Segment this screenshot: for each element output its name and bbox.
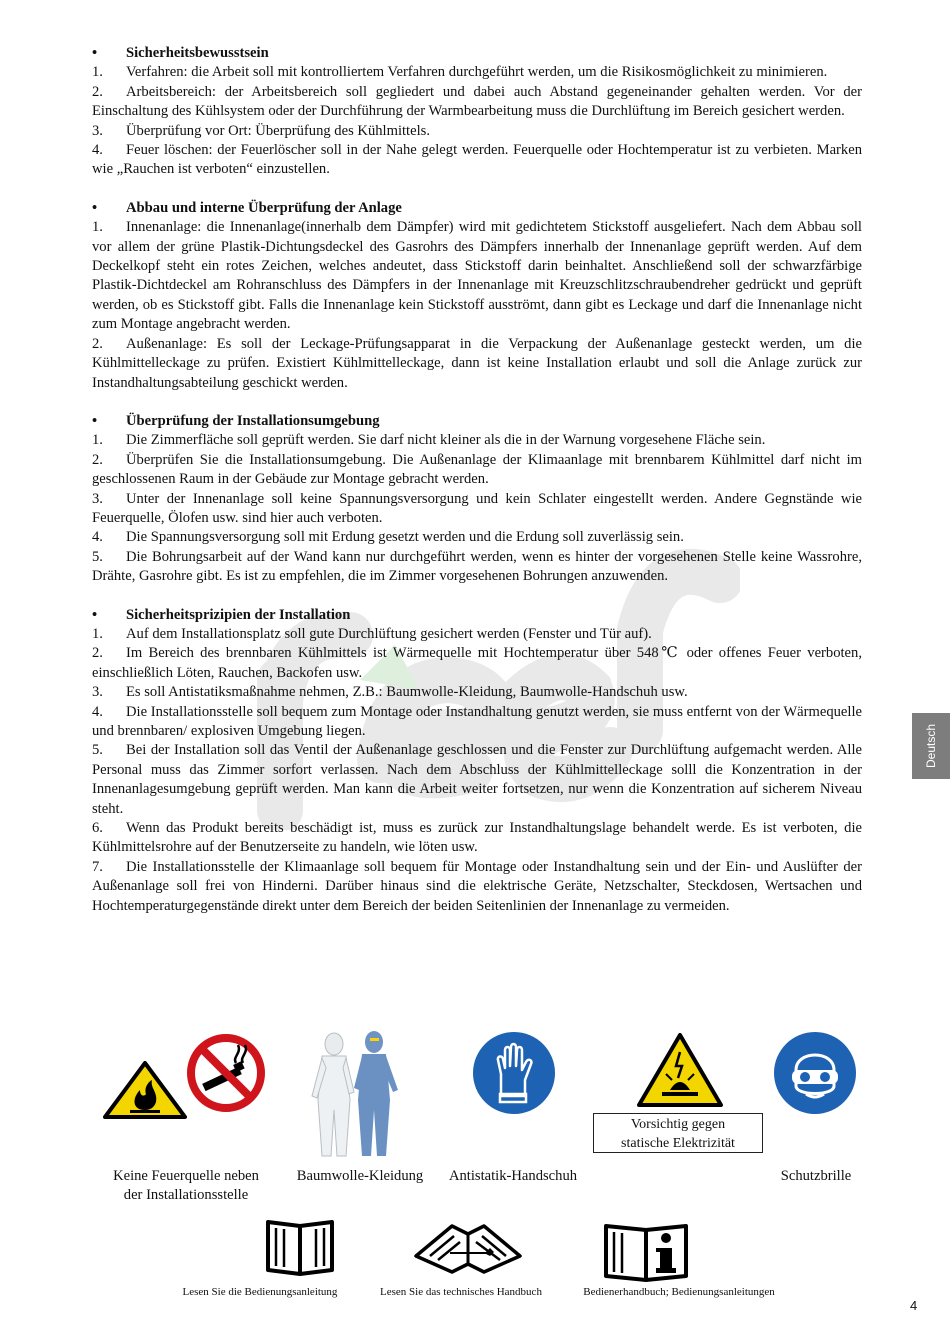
list-item: 2. Im Bereich des brennbaren Kühlmittels ist Wärmequelle mit Hochtemperatur über 548℃ oder offenes Feuer verboten, einschließlich Löten, Rauchen, Backofen usw. [92,645,862,681]
no-smoking-icon [186,1033,266,1113]
list-item: 1. Die Zimmerfläche soll geprüft werden. Sie darf nicht kleiner als die in der Warnung vorgesehene Fläche sein. [92,432,766,449]
list-item: 3. Überprüfung vor Ort: Überprüfung des Kühlmittels. [92,122,430,139]
list-item: 1. Innenanlage: die Innenanlage(innerhalb dem Dämpfer) wird mit gedichtetem Stickstoff ausgeliefert. Nach dem Abbau soll vor allem der grüne Plastik-Dichtungsdeckel des Gasrohrs des Dämpfers innerhalb der Innenanlage geprüft werden. Auf dem Deckelkopf steht ein rotes Zeichen, welches andeutet, dass Stickstoff darin beinhaltet. Anschließend soll der schwarzfärbige Plastik-Dichtdeckel am Rohranschluss des Dämpfers in der Innenanlage mit Kreuzschlitzschraubendreher gedrückt und geprüft werden, ob es Stickstoff gibt. Falls die Innenanlage kein Stickstoff ausströmt, dann gibt es Leckage und darf die Innenanlage nicht zum Montage angebracht werden. [92,219,862,333]
list-item: 7. Die Installationsstelle der Klimaanlage soll bequem für Montage oder Instandhaltung sein und der Ein- und Auslüfter der Außenanlage soll frei von Hinderni. Darüber hinaus sind die elektrische Geräte, Netzschalter, Steckdosen, Wertsachen und Hochtemperaturgegenstände direkt unter dem Bereich der beiden Seitenlinien der Innenanlage zu vermeiden. [92,858,862,914]
list-item: 4. Die Spannungsversorgung soll mit Erdung gesetzt werden und die Erdung soll zuverlässig sein. [92,529,684,546]
section-heading: • Sicherheitsbewusstsein [92,44,862,63]
antistatic-glove-icon [471,1030,557,1116]
list-item: 5. Die Bohrungsarbeit auf der Wand kann nur durchgeführt werden, wenn es hinter der vorgesehenen Stelle keine Wassrohre, Drähte, Gasrohre gibt. Es ist zu empfehlen, die im Zimmer vorgesehenen Bohrungen anzuwenden. [92,548,862,585]
static-electricity-caption: Vorsichtig gegen statische Elektrizität [593,1113,763,1153]
info-handbook-caption: Bedienerhandbuch; Bedienungsanleitungen [583,1286,775,1298]
read-manual-icon [264,1216,336,1278]
section-environment-check [92,412,862,587]
cotton-clothing-icon [306,1030,402,1160]
list-item: 3. Unter der Innenanlage soll keine Spannungsversorgung und kein Schlater eingestellt werden. Andere Gegnstände wie Feuerquelle, Ölofen usw. sind hier auch verboten. [92,490,862,526]
list-item: 1. Auf dem Installationsplatz soll gute Durchlüftung gesichert werden (Fenster und Tür auf). [92,625,652,642]
section-heading: • Abbau und interne Überprüfung der Anlage [92,199,862,218]
bullet: • [92,45,98,61]
page-number: 4 [910,1298,918,1313]
list-item: 3. Es soll Antistatiksmaßnahme nehmen, Z.B.: Baumwolle-Kleidung, Baumwolle-Handschuh usw. [92,684,688,701]
bullet: • [92,199,98,216]
list-item: 2. Arbeitsbereich: der Arbeitsbereich soll gegliedert und dabei auch Abstand gegeneinander gehalten werden. Vor der Einschaltung des Kühlsystem oder der Durchführung der Warmbearbeitung muss die Durchlüftung im Bereich gesichert werden. [92,83,862,120]
flammable-warning-icon [102,1060,188,1120]
list-item: 5. Bei der Installation soll das Ventil der Außenanlage geschlossen und die Fenster zur Durchlüftung aufgemacht werden. Alle Personal muss das Zimmer sorfort verlassen. Nach dem Abschluss der Kühlmittelleckage solll die Konzentration in der Innenanlagesumgebung geprüft werden. Man kann die Arbeit weiter fortsetzen, nur wenn die Konzentration auf sicherem Niveau steht. [92,742,862,817]
list-item: 4. Die Installationsstelle soll bequem zum Montage oder Instandhaltung genutzt werden, sie muss entfernt von der Wärmequelle und brennbaren/ explosiven Umgebung liegen. [92,703,862,739]
static-electricity-warning-icon [636,1032,724,1108]
section-safety-awareness [92,44,862,180]
section-heading: • Sicherheitsprizipien der Installation [92,606,862,625]
safety-goggles-icon [772,1030,858,1116]
list-item: 6. Wenn das Produkt bereits beschädigt ist, muss es zurück zur Instandhaltungslage behandelt werde. Es ist verboten, die Kühlmittelsrohre auf der Benutzerseite zu handeln, wie löten usw. [92,820,862,856]
section-dismantling-check [92,199,862,393]
fire-caption: Keine Feuerquelle neben der Installationsstelle [113,1168,259,1203]
section-installation-principles [92,606,862,917]
goggles-caption: Schutzbrille [780,1168,852,1184]
info-handbook-icon [602,1218,690,1284]
clothing-caption: Baumwolle-Kleidung [296,1168,424,1184]
list-item: 1. Verfahren: die Arbeit soll mit kontrolliertem Verfahren durchgeführt werden, um die Risikosmöglichkeit zu minimieren. [92,64,828,81]
language-tab[interactable]: Deutsch [912,713,950,779]
section-heading: • Überprüfung der Installationsumgebung [92,412,862,431]
list-item: 2. Außenanlage: Es soll der Leckage-Prüfungsapparat in die Verpackung der Außenanlage gesteckt werden, um die Kühlmittelleckage zu prüfen. Existiert Kühlmittelleckage, dann ist keine Installation erlaubt und soll die Anlage zurück zur Instandhaltungsabteilung geschickt werden. [92,335,862,391]
list-item: 4. Feuer löschen: der Feuerlöscher soll in der Nahe gelegt werden. Feuerquelle oder Hochtemperatur ist zu verbieten. Marken wie „Rauchen ist verboten“ einzustellen. [92,142,862,178]
manual-caption: Lesen Sie die Bedienungsanleitung [182,1286,338,1298]
glove-caption: Antistatik-Handschuh [448,1168,578,1184]
bullet: • [92,412,98,429]
tech-handbook-caption: Lesen Sie das technisches Handbuch [380,1286,542,1298]
document-body [92,44,862,935]
technical-handbook-icon [412,1220,524,1276]
list-item: 2. Überprüfen Sie die Installationsumgebung. Die Außenanlage der Klimaanlage mit brennbarem Kühlmittel darf nicht im geschlossenen Raum in der Gebäude zur Montage gebracht werden. [92,451,862,488]
bullet: • [92,606,98,623]
